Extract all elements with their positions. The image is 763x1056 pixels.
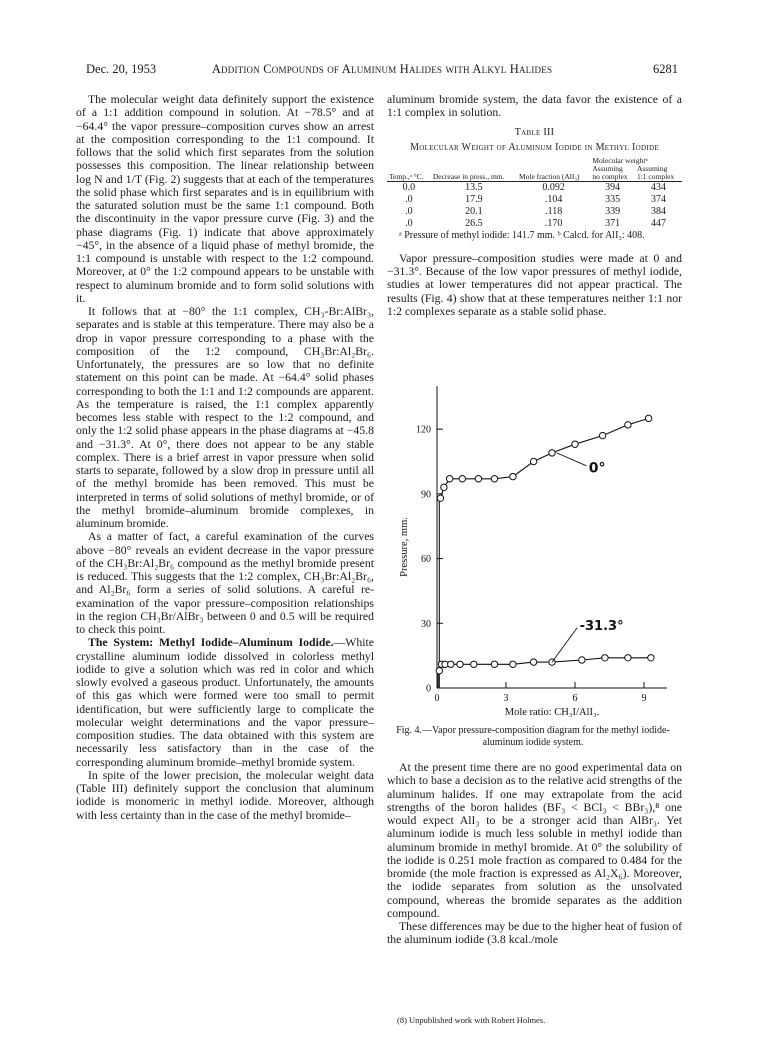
data-point <box>510 661 516 667</box>
left-paragraph-4-text: —White crystalline aluminum iodide dissolved in colorless methyl iodide to give a solution which was red in color and which slowly evolved a gaseous product. Unfortunately, the amounts of this gas which were formed were too small to permit identification, but were sufficiently large to complicate the molecular weight determinations and the vapor pressure–composition studies. The data obtained with this system are necessarily less satisfactory than in the case of the corresponding aluminum bromide–methyl bromide system. <box>76 636 374 769</box>
y-tick-label: 90 <box>421 489 431 501</box>
col-header-complex <box>635 165 682 182</box>
table-cell: 0.0 <box>402 181 416 193</box>
left-paragraph-4 <box>76 636 374 769</box>
col-header-decrease: Decrease in press., mm. <box>432 171 505 181</box>
data-point <box>572 441 578 447</box>
no-complex-label: no complex <box>592 171 628 181</box>
table-cell: .118 <box>545 205 563 217</box>
data-point <box>436 668 442 674</box>
right-paragraph-1: aluminum bromide system, the data favor the existence of a 1:1 complex in solution. <box>387 93 682 120</box>
page-number: 6281 <box>653 62 678 76</box>
data-point <box>549 450 555 456</box>
section-heading: The System: Methyl Iodide–Aluminum Iodide. <box>88 636 334 650</box>
data-point <box>491 476 497 482</box>
data-point <box>459 476 465 482</box>
data-point <box>530 659 536 665</box>
table-cell: 374 <box>650 193 666 205</box>
table-cell: .104 <box>544 193 563 205</box>
col-header-mole-fraction: Mole fraction (AlI₃) <box>518 171 580 181</box>
table-cell: 20.1 <box>465 205 483 217</box>
header-title: Addition Compounds of Aluminum Halides with Alkyl Halides <box>211 62 553 76</box>
complex-label: 1:1 complex <box>636 171 675 181</box>
table-cell: 17.9 <box>465 193 483 205</box>
table-label: Table III <box>514 126 555 138</box>
data-point <box>491 661 497 667</box>
table-cell: .170 <box>544 217 563 229</box>
page-footnote: (8) Unpublished work with Robert Holmes. <box>397 1015 546 1025</box>
right-column-top <box>387 93 682 318</box>
right-paragraph-4: These differences may be due to the higher heat of fusion of the aluminum iodide (3.8 kcal./mole <box>387 920 682 947</box>
y-tick-label: 0 <box>426 683 431 695</box>
table-cell: 384 <box>650 205 666 217</box>
data-point <box>437 495 443 501</box>
x-tick-label: 3 <box>503 693 509 704</box>
left-paragraph-5: In spite of the lower precision, the molecular weight data (Table III) definitely support the conclusion that aluminum iodide is monomeric in methyl iodide. Moreover, although with less certainty than in the case of the methyl bromide– <box>76 768 374 822</box>
left-paragraph-1: The molecular weight data definitely support the existence of a 1:1 addition compound in solution. At −78.5° and at −64.4° the vapor pressure–composition curves show an arrest at the composition corresponding to the 1:1 compound. It follows that the solid which first separates from the solution possesses this composition. The linear relationship between log N and 1/T (Fig. 2) suggests that at each of the temperatures the solid phase which first separates and is in equilibrium with the saturated solution must be the same 1:1 compound. Both the discontinuity in the vapor pressure curve (Fig. 3) and the phase diagrams (Fig. 1) indicate that above approximately −45°, in the absence of a liquid phase of methyl bromide, the 1:1 compound is unstable with respect to the 1:2 compound. Moreover, at 0° the 1:2 compound appears to be unstable with respect to aluminum bromide and to form solid solutions with it. <box>76 93 374 305</box>
left-column <box>76 93 374 822</box>
data-point <box>645 415 651 421</box>
data-point <box>471 661 477 667</box>
col-header-temp: Temp.,ᵃ °C. <box>389 171 424 181</box>
data-point <box>448 661 454 667</box>
data-point <box>510 473 516 479</box>
right-column-bottom <box>387 761 682 947</box>
table-title: Molecular Weight of Aluminum Iodide in Methyl Iodide <box>410 141 659 153</box>
chart-series <box>436 415 654 688</box>
assuming-label: Assuming <box>636 163 668 173</box>
figure-caption: Fig. 4.—Vapor pressure-composition diagram for the methyl iodide-aluminum iodide system. <box>396 725 670 748</box>
x-axis-label: Mole ratio: CH₃I/AlI₃. <box>504 707 600 718</box>
table-iii <box>387 157 682 230</box>
table-footnote: ᵃ Pressure of methyl iodide: 141.7 mm. ᵇ Calcd. for AlI₃: 408. <box>399 229 645 241</box>
x-tick-label: 9 <box>641 693 647 704</box>
table-cell: 371 <box>605 217 621 229</box>
table-cell: 26.5 <box>465 217 483 229</box>
data-point <box>446 476 452 482</box>
col-header-mw-group: Molecular weightᵇ <box>592 155 648 165</box>
annotation-leader-0 <box>557 453 587 466</box>
data-point <box>457 661 463 667</box>
data-point <box>579 657 585 663</box>
data-point <box>475 476 481 482</box>
left-paragraph-3: As a matter of fact, a careful examination of the curves above −80° reveals an evident decrease in the vapor pressure of the CH₃Br:Al₂Br₆ compound as the methyl bromide present is reduced. This suggests that the 1:2 complex, CH₃Br:Al₂Br₆, and Al₂Br₆ form a series of solid solutions. A careful re-examination of the vapor pressure–composition relationships in the region CH₃Br/AlBr₃ between 0 and 0.5 will be required to check this point. <box>76 530 374 636</box>
data-point <box>625 422 631 428</box>
left-paragraph-2: It follows that at −80° the 1:1 complex, CH₃-Br:AlBr₃, separates and is stable at this temperature. There may also be a drop in vapor pressure corresponding to a phase with the composition of the 1:2 compound, CH₃Br:Al₂Br₆. Unfortunately, the pressures are so low that no definite statement on this point can be made. At −64.4° solid phases corresponding to both the 1:1 and 1:2 compounds are apparent. As the temperature is raised, the 1:1 complex apparently becomes less stable with respect to the 1:2 compound, and only the 1:2 solid phase appears in the phase diagrams at −45.8 and −31.3°. At 0°, there does not appear to be any stable complex. There is a brief arrest in vapor pressure when solid starts to separate, followed by a slow drop in pressure until all of the methyl bromide has been removed. This must be interpreted in terms of solid solutions of methyl bromide, or of the methyl bromide–aluminum bromide complexes, in aluminum bromide. <box>76 305 374 530</box>
assuming-label: Assuming <box>592 163 623 173</box>
y-axis-label: Pressure, mm. <box>399 517 410 577</box>
data-point <box>530 458 536 464</box>
series-label-1: -31.3° <box>579 618 624 634</box>
table-cell: 339 <box>605 205 621 217</box>
table-cell: 335 <box>605 193 621 205</box>
right-paragraph-2: Vapor pressure–composition studies were made at 0 and −31.3°. Because of the low vapor pressures of methyl iodide, studies at lower temperatures did not appear practical. The results (Fig. 4) show that at these temperatures neither 1:1 nor 1:2 complexes separate as a stable solid phase. <box>387 251 682 318</box>
data-point <box>625 655 631 661</box>
running-header <box>86 62 678 78</box>
right-paragraph-3: At the present time there are no good experimental data on which to base a decision as to the relative acid strengths of the aluminum halides. If one may extrapolate from the acid strengths of the boron halides (BF₃ < BCl₃ < BBr₃),⁸ one would expect AlI₃ to be a stronger acid than AlBr₃. Yet aluminum iodide is much less soluble in methyl iodide than aluminum bromide in methyl bromide. At 0° the solubility of the iodide is 0.251 mole fraction as compared to 0.484 for the bromide (the mole fraction is expressed as Al₂X₆). Moreover, the iodide separates from solution as the unsolvated compound, whereas the bromide separates as the addition compound. <box>387 761 682 920</box>
table-row <box>387 181 682 194</box>
y-tick-label: 30 <box>421 618 431 630</box>
table-cell: 434 <box>650 181 666 193</box>
chart-labels <box>399 453 624 718</box>
data-point <box>602 655 608 661</box>
table-cell: .0 <box>405 193 413 205</box>
table-cell: 0.092 <box>542 181 565 193</box>
table-row <box>387 194 682 206</box>
table-row <box>387 206 682 218</box>
table-cell: 13.5 <box>465 181 483 193</box>
y-tick-label: 120 <box>416 424 431 436</box>
x-tick-label: 6 <box>572 693 578 704</box>
series-label-0: 0° <box>588 460 606 477</box>
header-date: Dec. 20, 1953 <box>86 62 157 76</box>
table-cell: 447 <box>650 217 666 229</box>
table-cell: .0 <box>405 217 413 229</box>
table-cell: .0 <box>405 205 413 217</box>
table-cell: 394 <box>605 181 621 193</box>
series-line-0 <box>441 418 649 498</box>
data-point <box>599 432 605 438</box>
table-row <box>387 218 682 230</box>
y-tick-label: 60 <box>421 554 431 566</box>
data-point <box>648 655 654 661</box>
data-point <box>441 484 447 490</box>
col-header-no-complex <box>590 165 635 182</box>
annotation-leader-1 <box>552 628 577 663</box>
figure-4-chart <box>387 366 687 754</box>
x-tick-label: 0 <box>434 693 440 704</box>
